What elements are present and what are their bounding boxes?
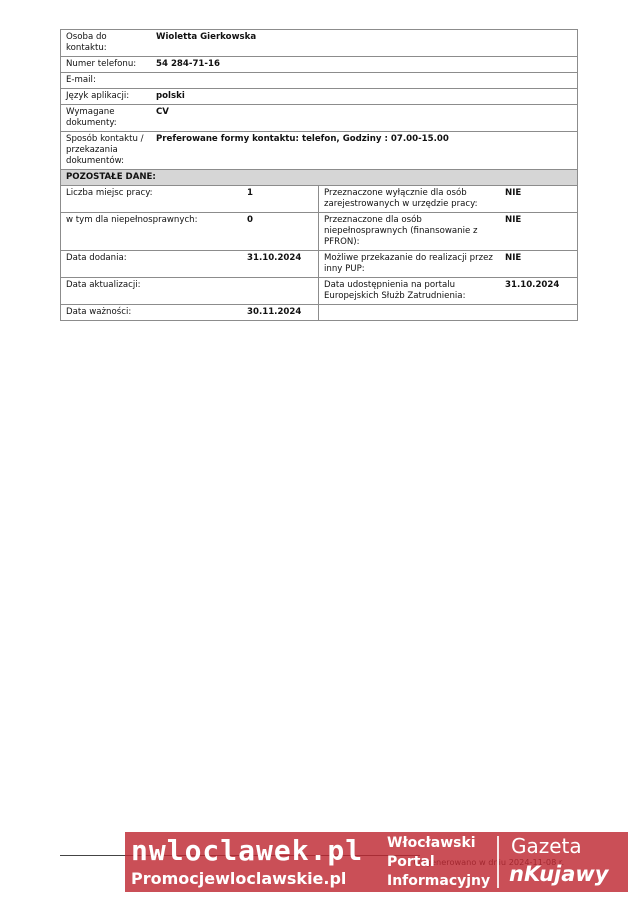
other-right-value: NIE <box>505 253 522 263</box>
other-row <box>61 278 577 305</box>
watermark-portal-line3: Informacyjny <box>387 873 491 889</box>
other-left-value: 0 <box>247 215 253 225</box>
language-label: Język aplikacji: <box>66 91 130 101</box>
other-left-value: 31.10.2024 <box>247 253 302 263</box>
contact-person-row <box>61 30 577 57</box>
watermark-portal-line1: Włocławski <box>387 835 476 851</box>
phone-value: 54 284-71-16 <box>156 59 220 69</box>
documents-label: Wymagane dokumenty: <box>66 107 117 128</box>
other-left <box>61 251 319 277</box>
other-row <box>61 305 577 321</box>
watermark-portal <box>387 834 490 891</box>
other-left-value: 30.11.2024 <box>247 307 302 317</box>
other-left-label: Liczba miejsc pracy: <box>66 188 153 198</box>
other-right-label: Przeznaczone dla osób niepełnosprawnych (finansowanie z PFRON): <box>324 215 478 247</box>
contact-person-label: Osoba do kontaktu: <box>66 32 107 53</box>
other-right <box>319 278 577 304</box>
other-right-value: NIE <box>505 215 522 225</box>
other-left-value <box>242 278 318 304</box>
other-left-label: Data ważności: <box>66 307 132 317</box>
other-right-label <box>319 305 500 320</box>
other-right <box>319 251 577 277</box>
other-right-value <box>500 305 577 320</box>
language-row <box>61 89 577 105</box>
other-left-label: w tym dla niepełnosprawnych: <box>66 215 198 225</box>
other-row <box>61 186 577 213</box>
documents-value: CV <box>156 107 169 117</box>
watermark-site: nwloclawek.pl <box>131 834 364 867</box>
email-label: E-mail: <box>66 75 96 85</box>
email-row <box>61 73 577 89</box>
watermark-kujawy: nKujawy <box>509 862 609 886</box>
other-right-label: Przeznaczone wyłącznie dla osób zarejestrowanych w urzędzie pracy: <box>324 188 478 209</box>
other-left <box>61 305 319 320</box>
phone-row <box>61 57 577 73</box>
other-right-value: NIE <box>505 188 522 198</box>
language-value: polski <box>156 91 185 101</box>
contact-method-label: Sposób kontaktu / przekazania dokumentów: <box>66 134 144 166</box>
other-left <box>61 213 319 250</box>
other-left <box>61 186 319 212</box>
other-right <box>319 305 577 320</box>
email-value <box>152 73 577 88</box>
documents-row <box>61 105 577 132</box>
watermark-banner <box>125 832 628 892</box>
phone-label: Numer telefonu: <box>66 59 137 69</box>
other-right <box>319 213 577 250</box>
other-row <box>61 251 577 278</box>
other-left-label: Data dodania: <box>66 253 127 263</box>
other-row <box>61 213 577 251</box>
other-right-value: 31.10.2024 <box>505 280 560 290</box>
contact-method-row <box>61 132 577 170</box>
other-left-value: 1 <box>247 188 253 198</box>
watermark-portal-line2: Portal <box>387 854 435 870</box>
section-title: POZOSTAŁE DANE: <box>61 170 577 186</box>
other-right <box>319 186 577 212</box>
other-left <box>61 278 319 304</box>
watermark-separator <box>497 836 499 888</box>
other-right-label: Możliwe przekazanie do realizacji przez inny PUP: <box>324 253 493 274</box>
watermark-gazeta: Gazeta <box>511 834 582 858</box>
watermark-promo: Promocjewloclawskie.pl <box>131 869 347 888</box>
other-right-label: Data udostępnienia na portalu Europejskich Służb Zatrudnienia: <box>324 280 466 301</box>
job-offer-table <box>60 29 578 321</box>
contact-person-value: Wioletta Gierkowska <box>156 32 257 42</box>
contact-method-value: Preferowane formy kontaktu: telefon, Godziny : 07.00-15.00 <box>156 134 449 144</box>
other-left-label: Data aktualizacji: <box>66 280 141 290</box>
